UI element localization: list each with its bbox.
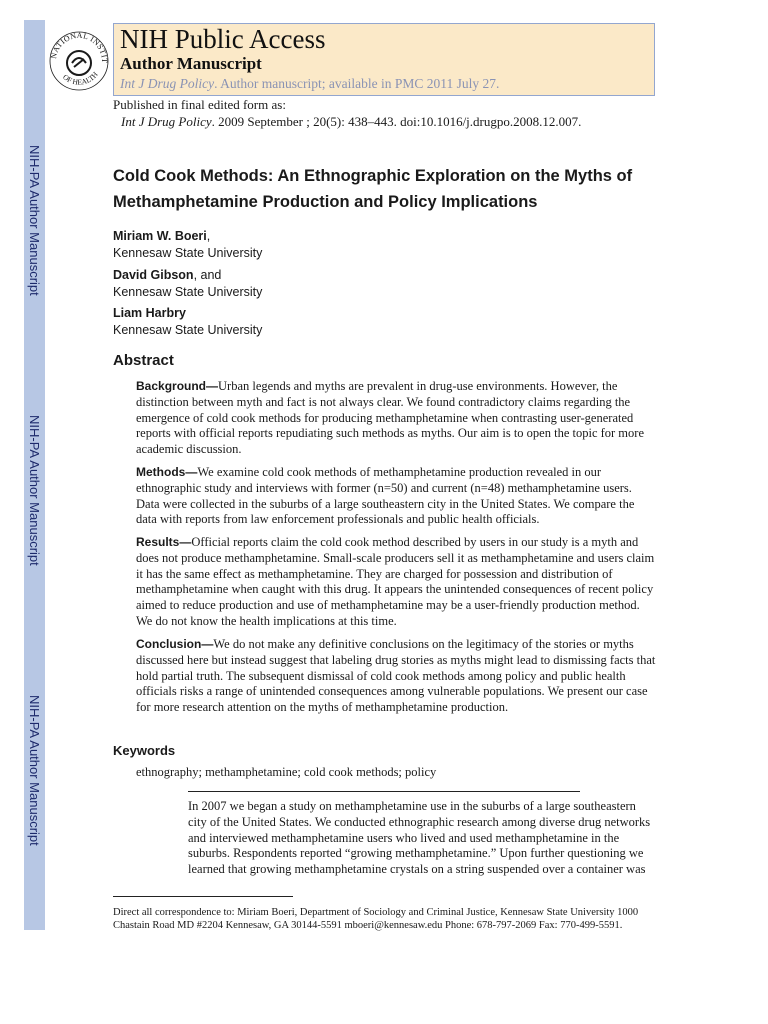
nih-seal-logo [44, 19, 114, 99]
author-block [113, 228, 262, 262]
conclusion-label: Conclusion— [136, 637, 214, 651]
author-suffix: , [206, 229, 211, 243]
results-label: Results— [136, 535, 192, 549]
sidebar-label: NIH-PA Author Manuscript [27, 144, 42, 296]
conclusion-text: We do not make any definitive conclusions on the legitimacy of the stories or myths discussed here but instead suggest that labeling drug stories as myths might lead to dismissing facts that hold partial truth. The subsequent dismissal of cold cook methods among policy and public health officials risks a range of unintended consequences among vulnerable populations. We present our case for more research attention on the myths of methamphetamine production. [136, 637, 656, 715]
banner-availability: . Author manuscript; available in PMC 2011 July 27. [214, 76, 500, 91]
banner-subtitle: Author Manuscript [120, 54, 262, 73]
publication-line: Published in final edited form as: [113, 97, 286, 112]
author-name: David Gibson [113, 268, 194, 282]
methods-label: Methods— [136, 465, 198, 479]
author-affiliation: Kennesaw State University [113, 323, 263, 337]
banner-citation [120, 76, 499, 92]
publication-citation [121, 114, 581, 130]
author-block [113, 267, 262, 301]
abstract-background [136, 379, 656, 458]
svg-text:NATIONAL INSTITUTES: NATIONAL INSTIT [49, 30, 110, 64]
publication-details: . 2009 September ; 20(5): 438–443. doi:10.1016/j.drugpo.2008.12.007. [211, 114, 582, 129]
author-block [113, 305, 262, 339]
background-label: Background— [136, 379, 219, 393]
abstract-conclusion [136, 637, 656, 716]
correspondence-footnote: Direct all correspondence to: Miriam Boeri, Department of Sociology and Criminal Justice, Kennesaw State University 1000 Chastain Road MD #2204 Kennesaw, GA 30144-5591 mboeri@kennesaw.edu Phone: 678-797-2069 Fax: 770-499-5591. [113, 907, 639, 931]
results-text: Official reports claim the cold cook method described by users in our study is a myth and does not produce methamphetamine. Small-scale producers sell it as methamphetamine and users claim it has the same effect as methamphetamine. They are charged for possession and distribution of methamphetamine when caught with this drug. It appears the unintended consequences of recent policy aimed to reduce production and use of methamphetamine may be a user-friendly production method. We do not know the health implications at this time. [136, 535, 655, 628]
abstract-heading: Abstract [113, 352, 174, 369]
background-text: Urban legends and myths are prevalent in drug-use environments. However, the distinction between myth and fact is not always clear. We found contradictory claims regarding the emergence of cold cook methods for producing methamphetamine when contrasting user-generated reports with official reports repudiating such methods as myths. Our aim is to open the topic for more academic discussion. [136, 379, 644, 457]
author-affiliation: Kennesaw State University [113, 285, 263, 299]
nih-pa-sidebar [24, 20, 45, 930]
sidebar-label: NIH-PA Author Manuscript [27, 414, 42, 566]
author-suffix: , and [193, 268, 222, 282]
nih-public-access-banner [113, 23, 655, 96]
svg-text:OF HEALTH: OF HEALTH [61, 69, 100, 87]
author-affiliation: Kennesaw State University [113, 246, 263, 260]
abstract-results [136, 535, 656, 630]
abstract-methods [136, 465, 656, 528]
publication-journal: Int J Drug Policy [121, 114, 212, 129]
banner-journal: Int J Drug Policy [120, 76, 215, 91]
sidebar-label: NIH-PA Author Manuscript [27, 694, 42, 846]
banner-title: NIH Public Access [120, 24, 326, 54]
paper-title: Cold Cook Methods: An Ethnographic Exploration on the Myths of Methamphetamine Production and Policy Implications [113, 167, 633, 211]
methods-text: We examine cold cook methods of methamphetamine production revealed in our ethnographic study and interviews with former (n=50) and current (n=48) methamphetamine users. Data were collected in the suburbs of a large southeastern city in the United States. We compare the data with reports from law enforcement professionals and public health officials. [136, 465, 635, 527]
section-divider [188, 791, 580, 792]
keywords-list: ethnography; methamphetamine; cold cook methods; policy [136, 765, 437, 779]
keywords-heading: Keywords [113, 743, 176, 758]
author-name: Liam Harbry [113, 306, 186, 320]
footnote-divider [113, 896, 293, 897]
body-paragraph: In 2007 we began a study on methamphetamine use in the suburbs of a large southeastern city of the United States. We conducted ethnographic research among diverse drug networks and interviewed methamphetamine users who lived and used methamphetamine in the suburbs. Respondents reported “growing methamphetamine.” Upon further questioning we learned that growing methamphetamine crystals on a string suspended over a container was [188, 799, 651, 877]
author-name: Miriam W. Boeri [113, 229, 207, 243]
